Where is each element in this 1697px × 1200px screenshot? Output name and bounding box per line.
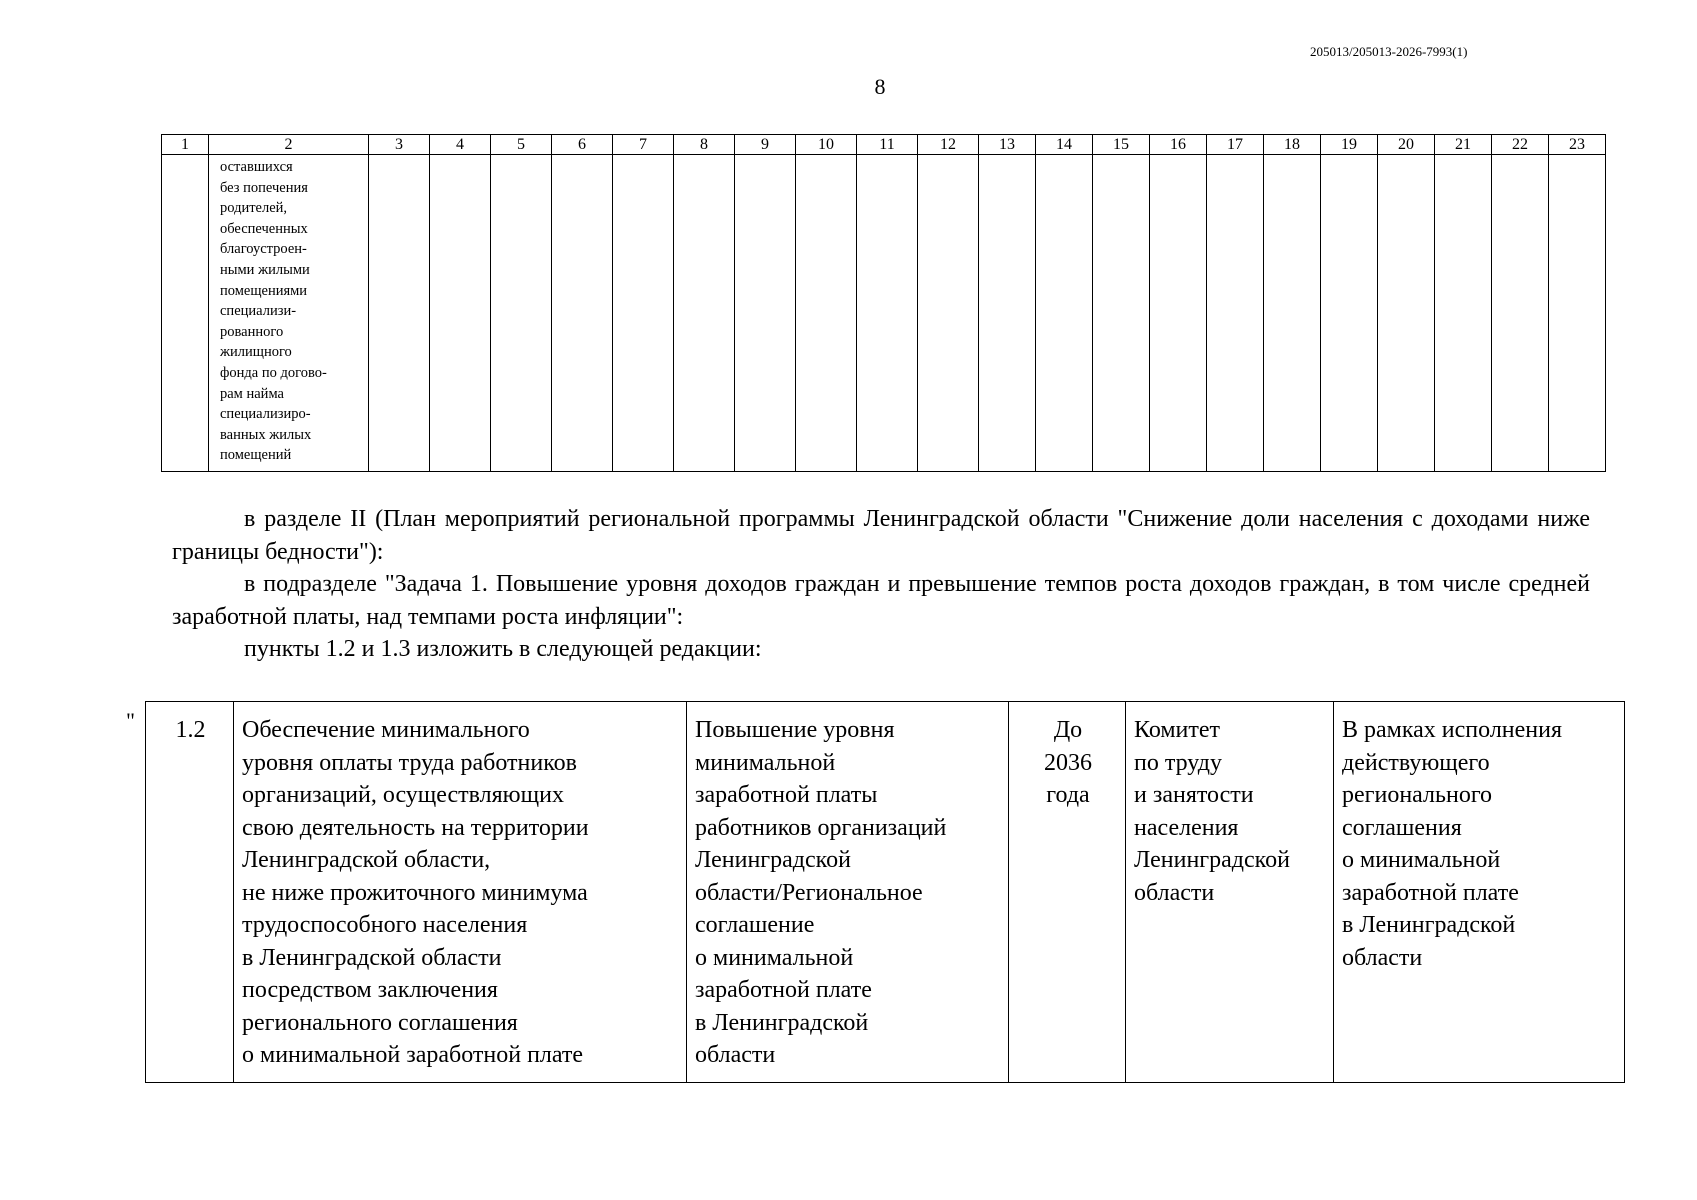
responsible-cell: Комитет по труду и занятости населения Ленинградской области: [1126, 702, 1334, 1083]
table-cell: [369, 155, 430, 472]
table-cell: [918, 155, 979, 472]
amendment-text: [172, 503, 1590, 666]
paragraph-subsection-task-1: в подразделе "Задача 1. Повышение уровня доходов граждан и превышение темпов роста доходов граждан, в том числе средней заработной платы, над темпами роста инфляции":: [172, 571, 1590, 630]
column-number: 20: [1378, 135, 1435, 155]
column-number: 10: [796, 135, 857, 155]
column-number: 6: [552, 135, 613, 155]
table-cell: [613, 155, 674, 472]
expected-result-cell: Повышение уровня минимальной заработной платы работников организаций Ленинградской области/Региональное соглашение о минимальной заработной плате в Ленинградской области: [687, 702, 1009, 1083]
column-number: 19: [1321, 135, 1378, 155]
column-number: 3: [369, 135, 430, 155]
table-cell: [1435, 155, 1492, 472]
column-number: 5: [491, 135, 552, 155]
table-cell: [552, 155, 613, 472]
document-id: 205013/205013-2026-7993(1): [1310, 44, 1468, 59]
column-number: 22: [1492, 135, 1549, 155]
table-cell: [1378, 155, 1435, 472]
table-cell: [796, 155, 857, 472]
column-number: 23: [1549, 135, 1606, 155]
column-number: 21: [1435, 135, 1492, 155]
paragraph-items-instruction: пункты 1.2 и 1.3 изложить в следующей редакции:: [244, 636, 762, 662]
upper-table-header-row: [162, 135, 1606, 155]
deadline-cell: До 2036 года: [1009, 702, 1126, 1083]
table-cell: [1492, 155, 1549, 472]
column-number: 8: [674, 135, 735, 155]
table-cell: [1093, 155, 1150, 472]
table-cell: [979, 155, 1036, 472]
opening-quote-mark: ": [126, 708, 135, 733]
column-number: 16: [1150, 135, 1207, 155]
table-cell: [491, 155, 552, 472]
column-number: 9: [735, 135, 796, 155]
table-cell: [162, 155, 209, 472]
column-number: 7: [613, 135, 674, 155]
table-cell: [674, 155, 735, 472]
column-number: 4: [430, 135, 491, 155]
table-cell: [857, 155, 918, 472]
funding-cell: В рамках исполнения действующего регионального соглашения о минимальной заработной плате в Ленинградской области: [1334, 702, 1625, 1083]
table-cell: [1321, 155, 1378, 472]
measure-name-cell: Обеспечение минимального уровня оплаты труда работников организаций, осуществляющих свою деятельность на территории Ленинградской области, не ниже прожиточного минимума трудоспособного населения в Ленинградской области посредством заключения регионального соглашения о минимальной заработной плате: [234, 702, 687, 1083]
table-cell: [1264, 155, 1321, 472]
column-number: 17: [1207, 135, 1264, 155]
measure-number-cell: 1.2: [146, 702, 234, 1083]
column-number: 14: [1036, 135, 1093, 155]
column-number: 2: [209, 135, 369, 155]
column-number: 13: [979, 135, 1036, 155]
table-cell: [430, 155, 491, 472]
paragraph-section-ii: в разделе II (План мероприятий региональной программы Ленинградской области "Снижение доли населения с доходами ниже границы бедности"):: [172, 506, 1590, 565]
table-cell: [1150, 155, 1207, 472]
column-number: 11: [857, 135, 918, 155]
indicator-description-cell: оставшихся без попечения родителей, обеспеченных благоустроен- ными жилыми помещениями специализи- рованного жилищного фонда по догово- рам найма специализиро- ванных жилых помещений: [209, 155, 369, 472]
table-cell: [1036, 155, 1093, 472]
upper-table-row: [162, 155, 1606, 472]
column-number: 18: [1264, 135, 1321, 155]
page-number: 8: [874, 74, 886, 99]
table-cell: [735, 155, 796, 472]
column-number: 1: [162, 135, 209, 155]
measures-table: [145, 701, 1625, 1083]
measure-row-1-2: [146, 702, 1625, 1083]
table-cell: [1207, 155, 1264, 472]
upper-table: [161, 134, 1606, 472]
column-number: 12: [918, 135, 979, 155]
table-cell: [1549, 155, 1606, 472]
column-number: 15: [1093, 135, 1150, 155]
